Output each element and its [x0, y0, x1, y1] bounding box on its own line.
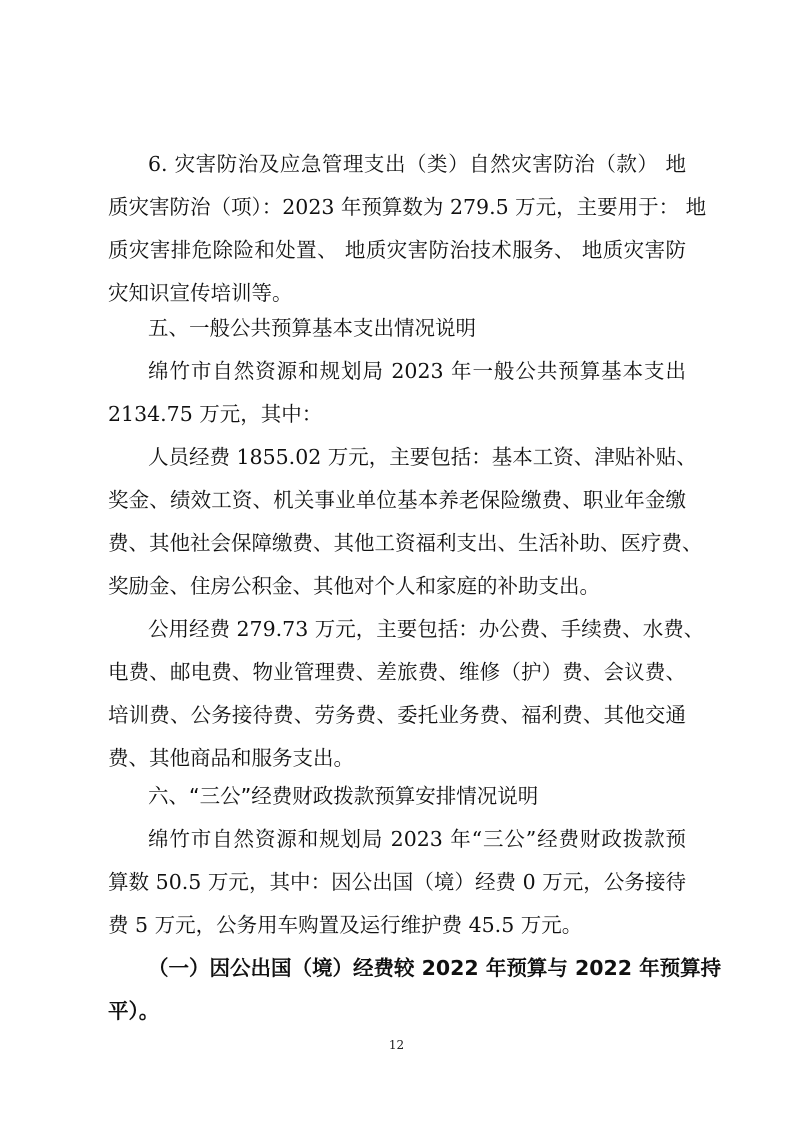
paragraph-three-public-line2: 算数 50.5 万元，其中：因公出国（境）经费 0 万元，公务接待: [108, 870, 686, 894]
paragraph-basic-expense-line2: 2134.75 万元，其中：: [108, 402, 323, 426]
subheading-outbound-line2: 平）。: [108, 999, 160, 1023]
paragraph-public-expense-line4: 费、其他商品和服务支出。: [108, 746, 354, 770]
subheading-outbound-line1: （一）因公出国（境）经费较 2022 年预算与 2022 年预算持: [148, 956, 722, 980]
paragraph-personnel-line4: 奖励金、住房公积金、其他对个人和家庭的补助支出。: [108, 574, 600, 598]
paragraph-item6-line1: 6. 灾害防治及应急管理支出（类）自然灾害防治（款） 地: [148, 152, 686, 176]
paragraph-public-expense-line1: 公用经费 279.73 万元，主要包括：办公费、手续费、水费、: [148, 617, 705, 641]
paragraph-personnel-line1: 人员经费 1855.02 万元，主要包括：基本工资、津贴补贴、: [148, 445, 697, 469]
paragraph-item6-line2: 质灾害防治（项）：2023 年预算数为 279.5 万元，主要用于： 地: [108, 195, 707, 219]
section-heading-six: 六、“三公”经费财政拨款预算安排情况说明: [148, 784, 539, 808]
paragraph-basic-expense-line1: 绵竹市自然资源和规划局 2023 年一般公共预算基本支出: [148, 359, 686, 383]
paragraph-public-expense-line3: 培训费、公务接待费、劳务费、委托业务费、福利费、其他交通: [108, 703, 686, 727]
paragraph-item6-line4: 灾知识宣传培训等。: [108, 281, 293, 305]
paragraph-personnel-line3: 费、其他社会保障缴费、其他工资福利支出、生活补助、医疗费、: [108, 531, 703, 555]
paragraph-public-expense-line2: 电费、邮电费、物业管理费、差旅费、维修（护）费、会议费、: [108, 660, 686, 684]
paragraph-three-public-line1: 绵竹市自然资源和规划局 2023 年“三公”经费财政拨款预: [148, 827, 686, 851]
paragraph-three-public-line3: 费 5 万元，公务用车购置及运行维护费 45.5 万元。: [108, 913, 583, 937]
paragraph-item6-line3: 质灾害排危除险和处置、 地质灾害防治技术服务、 地质灾害防: [108, 238, 686, 262]
section-heading-five: 五、一般公共预算基本支出情况说明: [148, 316, 476, 340]
paragraph-personnel-line2: 奖金、绩效工资、机关事业单位基本养老保险缴费、职业年金缴: [108, 488, 686, 512]
page-number: 12: [388, 1038, 405, 1052]
